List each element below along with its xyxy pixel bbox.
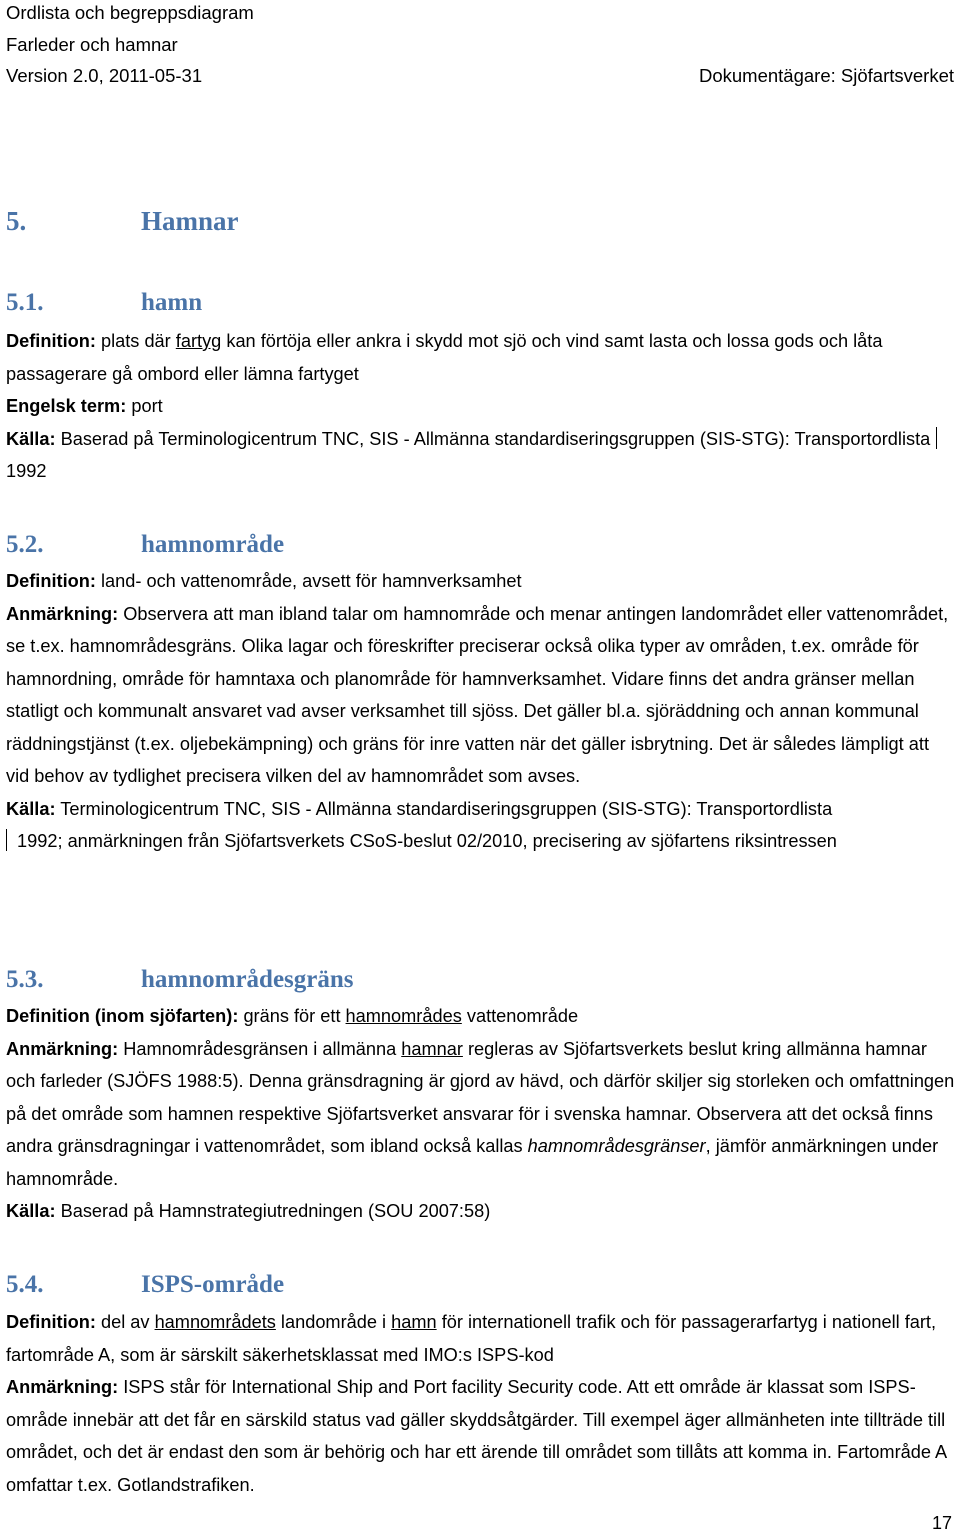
source-year: 1992 (6, 461, 47, 481)
link-fartyg[interactable]: fartyg (175, 331, 222, 351)
section-number: 5.1. (6, 289, 44, 316)
english-term-label: Engelsk term: (6, 396, 127, 416)
section-number: 5.4. (6, 1271, 44, 1298)
section-body-isps-omrade (6, 1306, 956, 1501)
section-body-hamn (6, 325, 956, 488)
section-term: ISPS-område (141, 1271, 285, 1298)
note (6, 1371, 956, 1501)
definition (6, 1306, 956, 1371)
definition (6, 565, 956, 598)
document-subtitle: Farleder och hamnar (6, 34, 178, 55)
chapter-title: Hamnar (141, 206, 239, 236)
definition-text: vattenområde (461, 1006, 579, 1026)
separator-bar (936, 427, 937, 449)
source-text: Baserad på Hamnstrategiutredningen (SOU 2007:58) (55, 1201, 491, 1221)
source (6, 1195, 956, 1228)
section-heading-hamnomradesgrans (6, 966, 354, 994)
note-label: Anmärkning: (6, 603, 119, 624)
note-italic-term: hamnområdesgränser (527, 1136, 706, 1156)
definition-label: Definition (inom sjöfarten): (6, 1006, 239, 1026)
definition (6, 1000, 956, 1033)
note-text: , jämför anmärkningen under hamnområde. (6, 1136, 939, 1189)
document-owner: Dokumentägare: Sjöfartsverket (698, 65, 954, 86)
link-hamn[interactable]: hamn (391, 1312, 437, 1332)
definition-text: landområde i (275, 1312, 392, 1332)
definition-label: Definition: (6, 571, 96, 591)
note-label: Anmärkning: (6, 1038, 119, 1059)
chapter-heading (6, 206, 239, 237)
source-text: Terminologicentrum TNC, SIS - Allmänna standardiseringsgruppen (SIS-STG): Transportordlista (55, 798, 833, 819)
english-term-text: port (126, 396, 163, 416)
source-label: Källa: (6, 428, 56, 449)
section-term: hamn (141, 289, 203, 316)
note-label: Anmärkning: (6, 1377, 119, 1397)
definition-text: gräns för ett (238, 1006, 346, 1026)
link-hamnomradets[interactable]: hamnområdets (154, 1312, 276, 1332)
source-label: Källa: (6, 798, 56, 819)
note-text: Observera att man ibland talar om hamnområde och menar antingen landområdet eller vattenområdet, se t.ex. hamnområdesgräns. Olika lagar och föreskrifter preciserar också olika typer av områden, t.ex. område för hamnordning, område för hamntaxa och planområde för hamnverksamhet. Vidare finns det andra gränser mellan statligt och kommunalt ansvaret vad avser verksamhet till sjöss. Det gäller bl.a. sjöräddning och annan kommunal räddningstjänst (t.ex. oljebekämpning) och gräns för inre vatten när det gäller isbrytning. Det är således lämpligt att vid behov av tydlighet precisera vilken del av hamnområdet som avses. (6, 603, 949, 786)
note-text: regleras av Sjöfartsverkets beslut kring allmänna hamnar och farleder (SJÖFS 1988:5). Denna gränsdragning är gjord av hävd, och därför skiljer sig storleken och omfattningen på det område som hamnen respektive Sjöfartsverket ansvarar för i svenska hamnar. Observera att det också finns andra gränsdragningar i vattenområdet, som ibland också kallas (6, 1038, 955, 1156)
definition-text: plats där (95, 331, 176, 351)
definition-text: för internationell trafik och för passagerarfartyg i nationell fart, fartområde A, som är särskilt säkerhetsklassat med IMO:s ISPS-kod (6, 1312, 937, 1365)
source-label: Källa: (6, 1201, 56, 1221)
link-hamnar[interactable]: hamnar (401, 1038, 463, 1059)
source (6, 793, 956, 858)
section-number: 5.2. (6, 531, 44, 558)
definition-text: kan förtöja eller ankra i skydd mot sjö och vind samt lasta och lossa gods och låta passagerare gå ombord eller lämna fartyget (6, 331, 883, 384)
note (6, 1033, 956, 1196)
section-term: hamnområdesgräns (141, 966, 354, 993)
section-number: 5.3. (6, 966, 44, 993)
definition-text: land- och vattenområde, avsett för hamnverksamhet (95, 571, 522, 591)
note (6, 598, 956, 793)
english-term (6, 390, 956, 423)
definition-text: del av (95, 1312, 155, 1332)
definition (6, 325, 956, 390)
section-term: hamnområde (141, 531, 285, 558)
page-number: 17 (931, 1513, 952, 1533)
section-heading-isps-omrade (6, 1271, 284, 1299)
definition-label: Definition: (6, 331, 96, 351)
source (6, 423, 956, 488)
section-heading-hamn (6, 289, 202, 317)
note-text: ISPS står för International Ship and Port facility Security code. Att ett område är klassat som ISPS-område innebär att det får en särskild status vad gäller skyddsåtgärder. Till exempel äger allmänheten inte tillträde till området, och det är endast den som är behörig och har ett ärende till området som tillåts att komma in. Fartområde A omfattar t.ex. Gotlandstrafiken. (6, 1377, 947, 1495)
source-text: 1992; anmärkningen från Sjöfartsverkets CSoS-beslut 02/2010, precisering av sjöfartens riksintressen (17, 831, 837, 851)
document-title: Ordlista och begreppsdiagram (6, 2, 254, 23)
document-version: Version 2.0, 2011-05-31 (6, 65, 203, 86)
note-text: Hamnområdesgränsen i allmänna (118, 1038, 402, 1059)
section-body-hamnomrade (6, 565, 956, 858)
section-heading-hamnomrade (6, 531, 284, 559)
chapter-number: 5. (6, 206, 27, 236)
source-text: Baserad på Terminologicentrum TNC, SIS - Allmänna standardiseringsgruppen (SIS-STG): Transportordlista (55, 428, 931, 449)
separator-bar (6, 829, 7, 851)
section-body-hamnomradesgrans (6, 1000, 956, 1228)
link-hamnomrades[interactable]: hamnområdes (345, 1006, 462, 1026)
definition-label: Definition: (6, 1312, 96, 1332)
